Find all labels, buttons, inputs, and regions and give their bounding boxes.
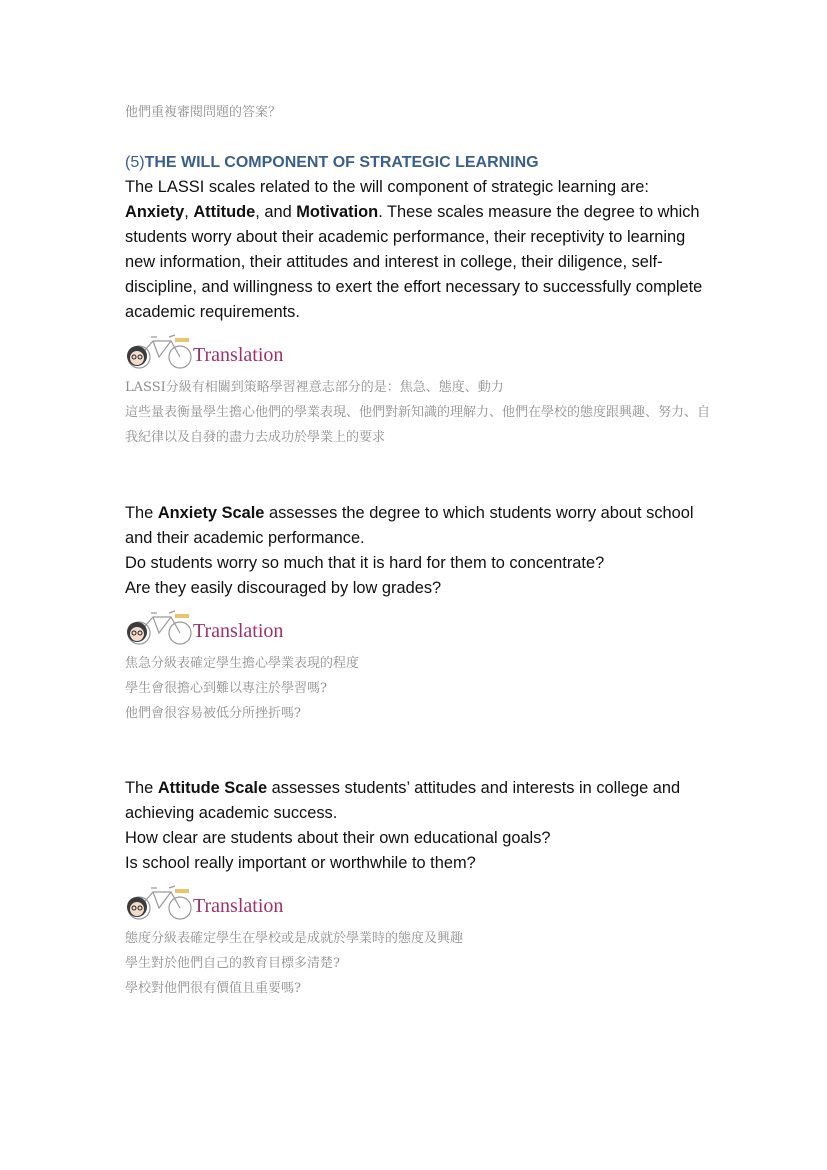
section-heading	[125, 150, 715, 175]
chinese-translation-1: 態度分級表確定學生在學校或是成就於學業時的態度及興趣	[125, 931, 464, 946]
chinese-translation-1: 焦急分級表確定學生擔心學業表現的程度	[125, 656, 360, 671]
anxiety-question-1: Do students worry so much that it is hard for them to concentrate?	[125, 554, 605, 572]
chinese-translation-3: 他們會很容易被低分所挫折嗎?	[125, 706, 301, 721]
top-chinese-line: 他們重複審閱問題的答案？	[125, 105, 282, 120]
translation-banner	[125, 327, 295, 371]
translation-label: Translation	[193, 344, 284, 366]
attitude-description	[125, 776, 715, 826]
term-attitude: Attitude	[193, 203, 256, 221]
section-anxiety-scale	[125, 501, 715, 726]
term-attitude-scale: Attitude Scale	[157, 779, 268, 797]
section-attitude-scale	[125, 776, 715, 1001]
translation-label: Translation	[193, 895, 284, 917]
section-number: (5)	[125, 154, 145, 171]
text-prefix: The	[125, 504, 158, 522]
anxiety-description	[125, 501, 715, 551]
translation-banner	[125, 878, 295, 922]
section-title: THE WILL COMPONENT OF STRATEGIC LEARNING	[144, 154, 539, 171]
term-motivation: Motivation	[296, 203, 379, 221]
term-anxiety: Anxiety	[125, 203, 185, 221]
chinese-translation-3: 學校對他們很有價值且重要嗎?	[125, 981, 301, 996]
translation-banner	[125, 603, 295, 647]
anxiety-question-2: Are they easily discouraged by low grades?	[125, 579, 442, 597]
section-will-component	[125, 150, 715, 450]
text-prefix: The	[125, 779, 158, 797]
attitude-text: assesses students’ attitudes and interests in college and achieving academic success.	[125, 779, 681, 822]
separator: ,	[184, 203, 194, 221]
chinese-translation-2: 這些量表衡量學生擔心他們的學業表現、他們對新知識的理解力、他們在學校的態度跟興趣、努力、自我紀律以及自發的盡力去成功於學業上的要求	[125, 405, 711, 445]
chinese-translation-2: 學生對於他們自己的教育目標多清楚?	[125, 956, 340, 971]
intro-line-1: The LASSI scales related to the will component of strategic learning are:	[125, 178, 649, 196]
attitude-question-2: Is school really important or worthwhile to them?	[125, 854, 476, 872]
chinese-translation-2: 學生會很擔心到難以專注於學習嗎?	[125, 681, 327, 696]
translation-label: Translation	[193, 620, 284, 642]
separator: , and	[255, 203, 297, 221]
intro-line-2: . These scales measure the degree to which students worry about their academic performance, their receptivity to learning new information, their attitudes and interest in college, their diligence, self-discipline, and willingness to exert the effort necessary to successfully complete academic requirements.	[125, 203, 703, 321]
anxiety-text: assesses the degree to which students worry about school and their academic performance.	[125, 504, 694, 547]
term-anxiety-scale: Anxiety Scale	[157, 504, 265, 522]
section-intro	[125, 175, 715, 325]
chinese-translation-1: LASSI分級有相關到策略學習裡意志部分的是：焦急、態度、動力	[125, 380, 504, 395]
attitude-question-1: How clear are students about their own educational goals?	[125, 829, 551, 847]
